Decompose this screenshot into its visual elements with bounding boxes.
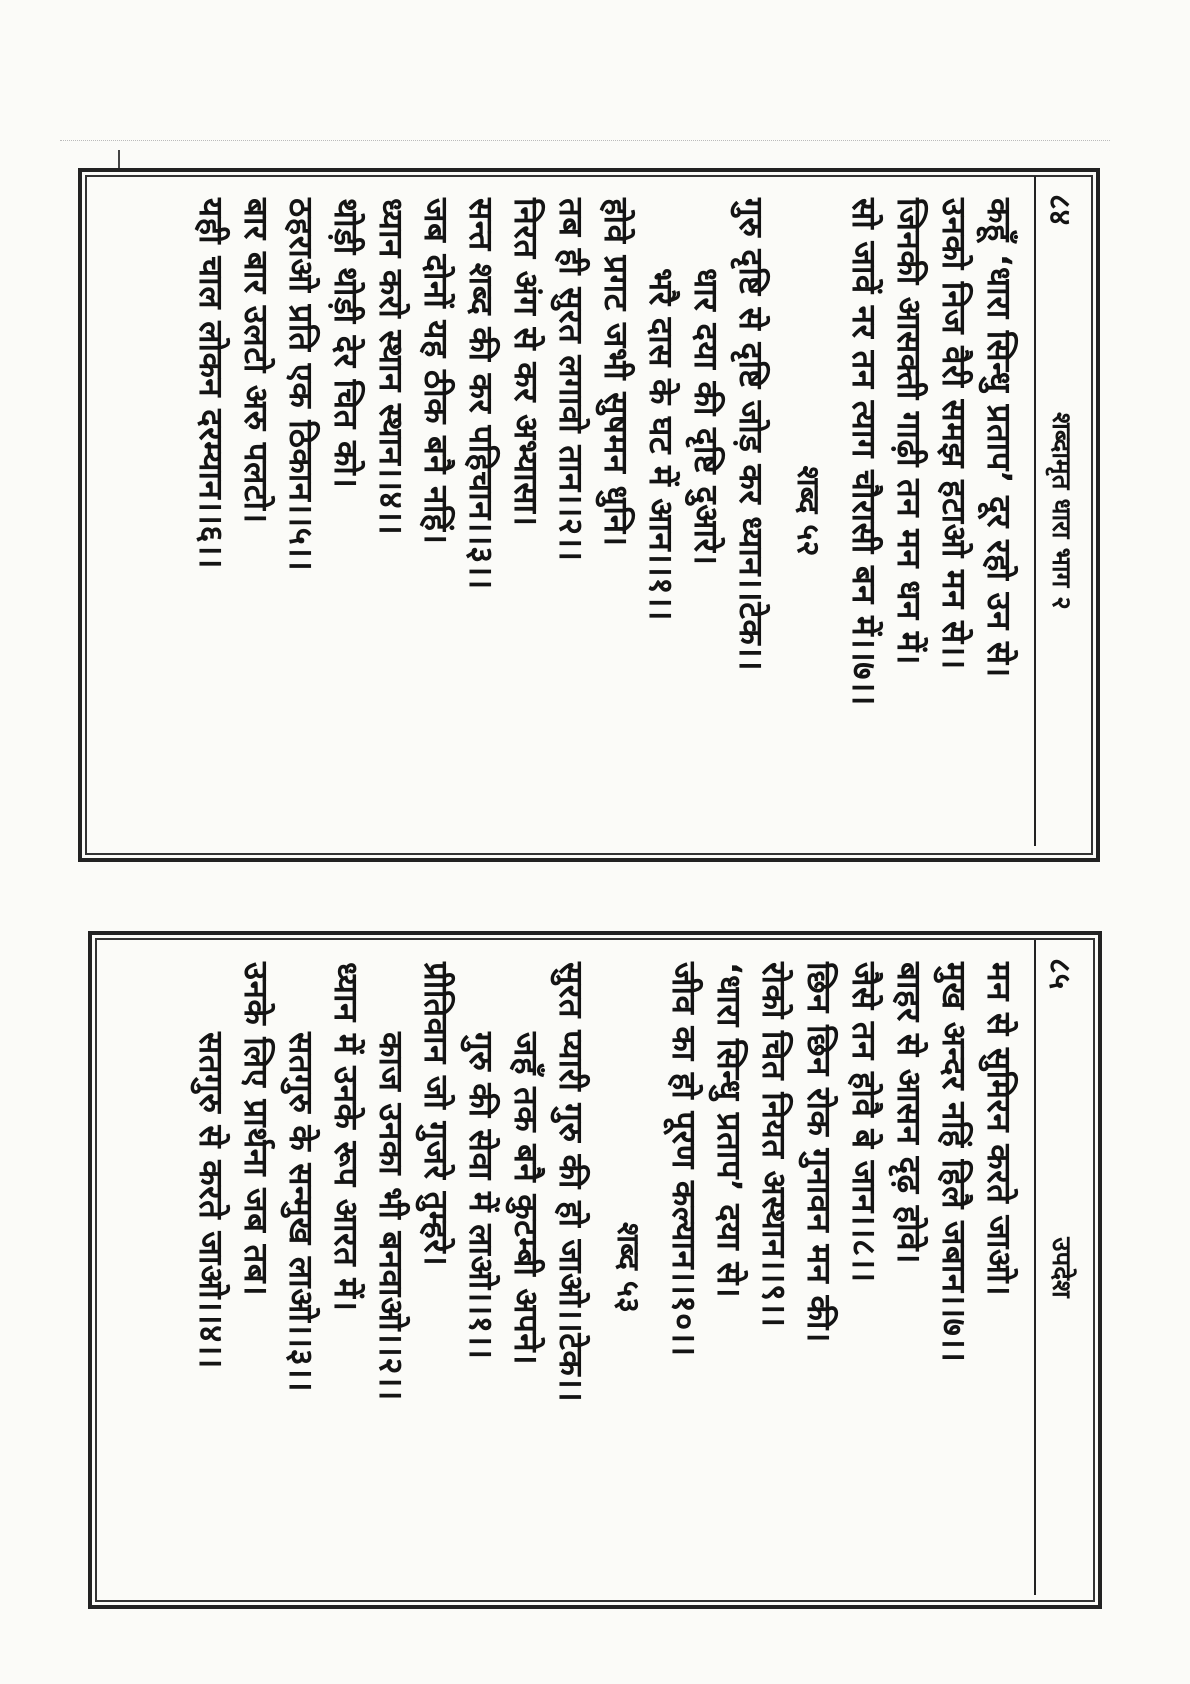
verse-line: यही चाल लोकन दरम्यान।।६।। bbox=[192, 198, 231, 570]
verse-line: थोड़ी थोड़ी देर चित को। bbox=[327, 198, 366, 489]
verse-line: मन से सुमिरन करते जाओ। bbox=[980, 962, 1019, 1297]
right-page-number: ८५ bbox=[1042, 958, 1077, 990]
verse-line: निरत अंग से कर अभ्यासा। bbox=[507, 198, 546, 527]
verse-line: छिन छिन रोक गुनावन मन की। bbox=[800, 962, 839, 1343]
right-running-header: उपदेश bbox=[1046, 1237, 1076, 1298]
verse-line: जैसे तन होवै बे जान।।८।। bbox=[845, 962, 884, 1283]
verse-line: ‘धारा सिन्धु प्रताप’ दया से। bbox=[710, 962, 749, 1299]
verse-line: बाहर से आसन दृढ़ होवे। bbox=[890, 962, 929, 1265]
left-page-body bbox=[189, 176, 1034, 846]
verse-line: सुरत प्यारी गुरु की हो जाओ।।टेक।। bbox=[552, 962, 591, 1403]
verse-line: जब दोनों यह ठीक बनै नहिं। bbox=[417, 198, 456, 545]
verse-line: सन्त शब्द की कर पहिचान।।३।। bbox=[462, 198, 501, 590]
verse-line: मुख अन्दर नहिं हिलै जबान।।७।। bbox=[935, 962, 974, 1363]
right-continued-verses bbox=[662, 962, 1022, 1573]
verse-line: प्रीतिवान जो गुजरे तुम्हरे। bbox=[417, 962, 456, 1267]
left-page-header bbox=[1034, 176, 1090, 846]
verse-line: जहँ तक बनै कुटम्बी अपने। bbox=[507, 1032, 546, 1366]
verse-line: उनके लिए प्रार्थना जब तब। bbox=[237, 962, 276, 1297]
left-shabd-title: शब्द ५२ bbox=[790, 465, 826, 557]
left-continued-verses bbox=[842, 198, 1022, 824]
left-page-number: ८४ bbox=[1042, 194, 1077, 226]
verse-line: गुरु की सेवा में लाओ।।१।। bbox=[462, 1032, 501, 1360]
verse-line: सतगुरु के सन्मुख लाओ।।३।। bbox=[282, 1032, 321, 1393]
verse-line: सतगुरु से करते जाओ।।४।। bbox=[192, 1032, 231, 1369]
scan-artifact-line bbox=[60, 140, 1110, 141]
verse-line: उनको निज वैरी समझ हटाओ मन से।। bbox=[935, 198, 974, 670]
verse-line: जिनकी आसक्ती गाढ़ी तन मन धन में। bbox=[890, 198, 929, 666]
verse-line: धार दया की दृष्टि दुआरे। bbox=[687, 268, 726, 566]
verse-line: तब ही सुरत लगावो तान।।२।। bbox=[552, 198, 591, 562]
left-page bbox=[90, 176, 1090, 846]
verse-line: रोको चित नियत अस्थान।।९।। bbox=[755, 962, 794, 1328]
left-shabd-verses bbox=[189, 198, 774, 824]
verse-line: ध्यान करो स्थान स्थान।।४।। bbox=[372, 198, 411, 536]
verse-line: कहूँ ‘धारा सिन्धु प्रताप’ दूर रहो उन से। bbox=[980, 198, 1019, 678]
verse-line: सो जावें नर तन त्याग चौरासी बन में।।७।। bbox=[845, 198, 884, 706]
right-shabd-title: शब्द ५३ bbox=[610, 1222, 646, 1313]
verse-line: गुरु दृष्टि से दृष्टि जोड़ कर ध्यान।।टेक।। bbox=[732, 198, 771, 672]
verse-line: जीव का हो पूरण कल्यान।।१०।। bbox=[665, 962, 704, 1357]
right-shabd-verses bbox=[189, 962, 594, 1573]
verse-line: होवे प्रगट जभी सुषमन धुनि। bbox=[597, 198, 636, 547]
right-page-header bbox=[1034, 940, 1090, 1595]
verse-line: भरै दास के घट में आन।।१।। bbox=[642, 268, 681, 621]
right-page bbox=[100, 940, 1090, 1595]
right-page-body bbox=[189, 940, 1034, 1595]
left-running-header: शब्दामृत धारा भाग २ bbox=[1046, 412, 1076, 610]
verse-line: काज उनका भी बनवाओ।।२।। bbox=[372, 1032, 411, 1401]
verse-line: बार बार उलटो अरु पलटो। bbox=[237, 198, 276, 524]
verse-line: ठहराओ प्रति एक ठिकान।।५।। bbox=[282, 198, 321, 572]
verse-line: ध्यान में उनके रूप आरत में। bbox=[327, 962, 366, 1312]
